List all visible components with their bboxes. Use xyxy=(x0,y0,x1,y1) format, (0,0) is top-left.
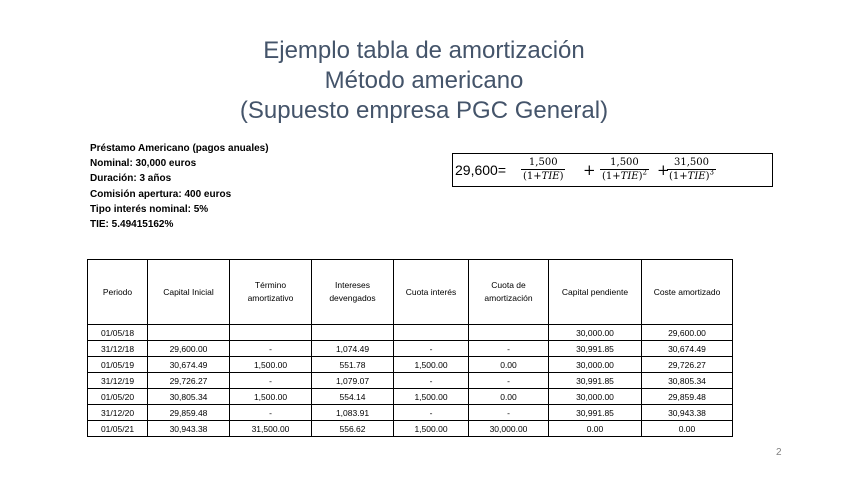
table-cell: 1,500.00 xyxy=(230,357,312,373)
loan-type: Préstamo Americano (pagos anuales) xyxy=(90,143,269,154)
table-cell: 1,500.00 xyxy=(394,357,469,373)
table-cell: 29,859.48 xyxy=(148,405,230,421)
formula-numerator-1: 1,500 xyxy=(528,157,558,168)
slide-title xyxy=(0,36,848,126)
header-coste-amortizado: Coste amortizado xyxy=(642,260,733,325)
loan-commission: Comisión apertura: 400 euros xyxy=(90,188,232,200)
header-capital-inicial: Capital Inicial xyxy=(148,260,230,325)
table-cell: 30,991.85 xyxy=(549,373,642,389)
header-intereses-devengados: Intereses devengados xyxy=(312,260,394,325)
table-cell: 0.00 xyxy=(469,357,549,373)
table-cell: - xyxy=(469,405,549,421)
table-cell: - xyxy=(230,341,312,357)
table-cell: - xyxy=(394,405,469,421)
table-row xyxy=(88,389,733,405)
table-cell: 556.62 xyxy=(312,421,394,437)
loan-rate: Tipo interés nominal: 5% xyxy=(90,203,209,215)
formula-term-1 xyxy=(521,156,565,184)
table-cell: 31/12/19 xyxy=(88,373,148,389)
tie-formula-box xyxy=(452,153,773,187)
table-cell: 0.00 xyxy=(642,421,733,437)
title-line-3: (Supuesto empresa PGC General) xyxy=(239,97,609,124)
table-cell: - xyxy=(394,341,469,357)
title-line-1: Ejemplo tabla de amortización xyxy=(263,37,585,64)
table-cell: 554.14 xyxy=(312,389,394,405)
table-cell: 30,805.34 xyxy=(642,373,733,389)
table-cell: 1,074.49 xyxy=(312,341,394,357)
table-cell: - xyxy=(230,405,312,421)
table-cell: 1,079.07 xyxy=(312,373,394,389)
table-cell: 01/05/18 xyxy=(88,325,148,341)
table-cell: 31/12/20 xyxy=(88,405,148,421)
header-cuota-amortizacion: Cuota de amortización xyxy=(469,260,549,325)
amortization-table xyxy=(87,259,733,437)
formula-denominator-3: $(1+TIE)^3$ xyxy=(669,168,714,182)
table-cell xyxy=(148,325,230,341)
table-cell: 29,726.27 xyxy=(642,357,733,373)
table-cell: 29,859.48 xyxy=(642,389,733,405)
table-cell: 1,500.00 xyxy=(394,389,469,405)
loan-tie: TIE: 5.49415162% xyxy=(90,219,174,231)
table-cell: 29,726.27 xyxy=(148,373,230,389)
formula-lhs: 29,600= xyxy=(455,162,506,178)
title-line-2: Método americano xyxy=(324,67,524,94)
table-row xyxy=(88,357,733,373)
table-cell: 30,000.00 xyxy=(549,325,642,341)
table-cell: - xyxy=(394,373,469,389)
table-cell: 0.00 xyxy=(549,421,642,437)
formula-plus-1: + xyxy=(583,161,596,179)
table-cell xyxy=(230,325,312,341)
table-row xyxy=(88,341,733,357)
formula-denominator-1: (1+TIE) xyxy=(523,171,564,182)
table-cell: 31,500.00 xyxy=(230,421,312,437)
table-cell: 1,500.00 xyxy=(230,389,312,405)
table-cell: 30,000.00 xyxy=(549,389,642,405)
table-cell: 30,000.00 xyxy=(549,357,642,373)
header-termino-amortizativo: Término amortizativo xyxy=(230,260,312,325)
table-cell: 30,674.49 xyxy=(642,341,733,357)
table-cell: - xyxy=(469,341,549,357)
table-cell: 551.78 xyxy=(312,357,394,373)
formula-term-3 xyxy=(667,156,716,184)
table-cell: 01/05/20 xyxy=(88,389,148,405)
table-cell: 30,991.85 xyxy=(549,405,642,421)
table-cell: 30,991.85 xyxy=(549,341,642,357)
formula-plus-2: + xyxy=(657,161,670,179)
table-cell: 30,674.49 xyxy=(148,357,230,373)
formula-numerator-3: 31,500 xyxy=(673,157,709,168)
header-capital-pendiente: Capital pendiente xyxy=(549,260,642,325)
table-cell xyxy=(469,325,549,341)
table-row xyxy=(88,325,733,341)
table-cell: 30,943.38 xyxy=(642,405,733,421)
table-cell: 1,500.00 xyxy=(394,421,469,437)
table-cell: 01/05/21 xyxy=(88,421,148,437)
table-cell: 0.00 xyxy=(469,389,549,405)
loan-duration: Duración: 3 años xyxy=(90,173,172,185)
header-cuota-interes: Cuota interés xyxy=(394,260,469,325)
table-cell: 31/12/18 xyxy=(88,341,148,357)
table-cell: 01/05/19 xyxy=(88,357,148,373)
table-cell xyxy=(312,325,394,341)
table-cell: 30,000.00 xyxy=(469,421,549,437)
formula-denominator-2: $(1+TIE)^2$ xyxy=(602,168,647,182)
table-cell: 30,943.38 xyxy=(148,421,230,437)
loan-info xyxy=(90,141,269,232)
table-cell: 30,805.34 xyxy=(148,389,230,405)
table-cell: - xyxy=(230,373,312,389)
table-body xyxy=(88,325,733,437)
table-cell: 29,600.00 xyxy=(642,325,733,341)
header-periodo: Periodo xyxy=(88,260,148,325)
formula-numerator-2: 1,500 xyxy=(610,157,639,168)
loan-nominal: Nominal: 30,000 euros xyxy=(90,158,197,170)
table-header-row xyxy=(88,260,733,325)
table-cell: - xyxy=(469,373,549,389)
table-cell: 1,083.91 xyxy=(312,405,394,421)
table-cell xyxy=(394,325,469,341)
table-cell: 29,600.00 xyxy=(148,341,230,357)
table-row xyxy=(88,405,733,421)
page-number: 2 xyxy=(776,447,782,458)
table-row xyxy=(88,373,733,389)
formula-term-2 xyxy=(600,156,649,184)
table-row xyxy=(88,421,733,437)
